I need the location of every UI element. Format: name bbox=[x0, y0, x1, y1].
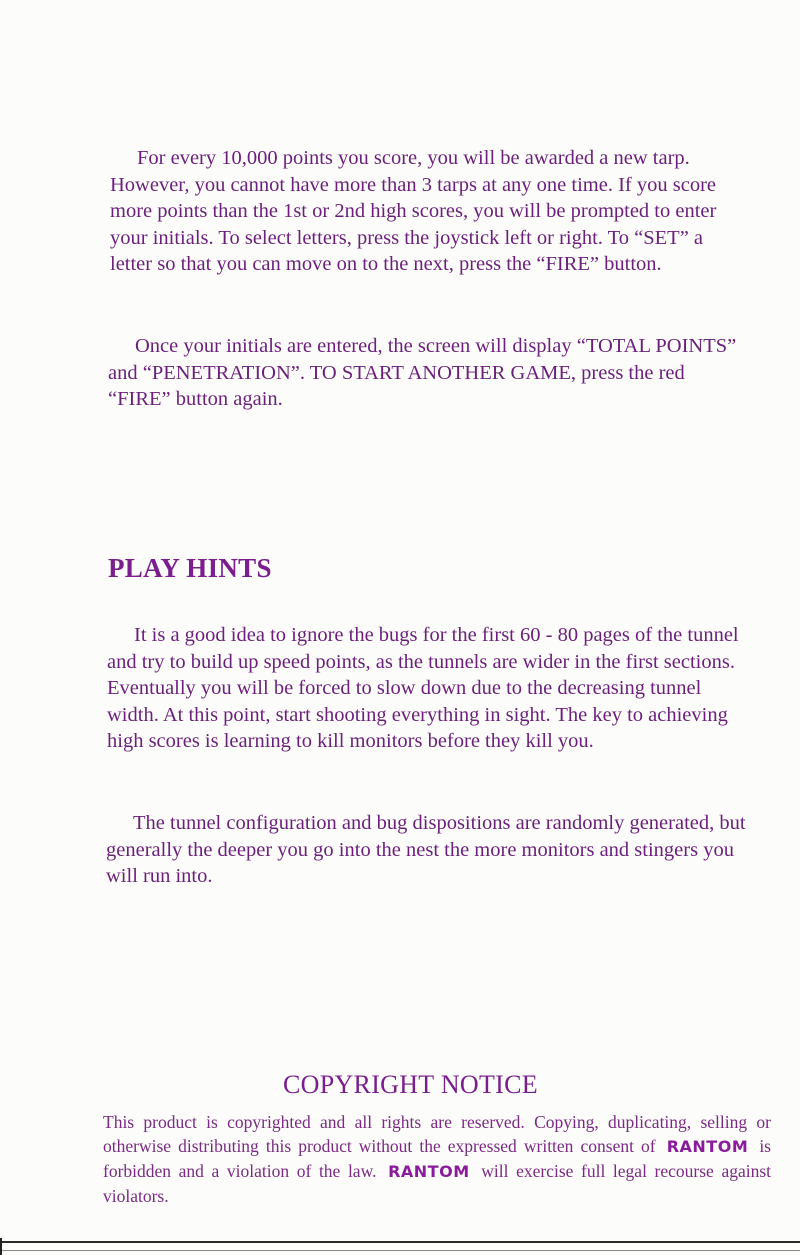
corner-mark bbox=[0, 1238, 2, 1255]
play-hints-text-2: The tunnel configuration and bug dispositions are randomly generated, but generally the deeper you go into the nest the more monitors and stingers you will run into. bbox=[106, 812, 746, 887]
copyright-text-1: This product is copyrighted and all rights are reserved. Copying, duplicating, selling or otherwise distributing this product without the expressed written consent of bbox=[103, 1112, 771, 1156]
instructions-paragraph-1 bbox=[110, 145, 740, 278]
instructions-text-2: Once your initials are entered, the screen will display “TOTAL POINTS” and “PENETRATION”. TO START ANOTHER GAME, press the red “FIRE” button again. bbox=[108, 335, 737, 410]
bottom-divider-thin bbox=[0, 1250, 800, 1251]
brand-logo: RANTOM bbox=[388, 1162, 470, 1181]
play-hints-paragraph-1 bbox=[107, 622, 747, 755]
play-hints-text-1: It is a good idea to ignore the bugs for the first 60 - 80 pages of the tunnel and try to build up speed points, as the tunnels are wider in the first sections. Eventually you will be forced to slow down due to the decreasing tunnel width. At this point, start shooting everything in sight. The key to achieving high scores is learning to kill monitors before they kill you. bbox=[107, 624, 739, 752]
copyright-body bbox=[103, 1110, 771, 1208]
play-hints-paragraph-2 bbox=[106, 810, 746, 890]
play-hints-heading: PLAY HINTS bbox=[108, 553, 272, 583]
copyright-text-3: will exercise full legal recourse against violators. bbox=[103, 1161, 772, 1206]
brand-logo: RANTOM bbox=[666, 1137, 749, 1156]
bottom-divider bbox=[0, 1241, 800, 1243]
instructions-text-1: For every 10,000 points you score, you will be awarded a new tarp. However, you cannot have more than 3 tarps at any one time. If you score more points than the 1st or 2nd high scores, you will be prompted to enter your initials. To select letters, press the joystick left or right. To “SET” a letter so that you can move on to the next, press the “FIRE” button. bbox=[110, 147, 717, 275]
instructions-paragraph-2 bbox=[108, 333, 748, 413]
copyright-text-2: is forbidden and a violation of the law. bbox=[103, 1136, 771, 1181]
copyright-heading: COPYRIGHT NOTICE bbox=[283, 1070, 538, 1099]
